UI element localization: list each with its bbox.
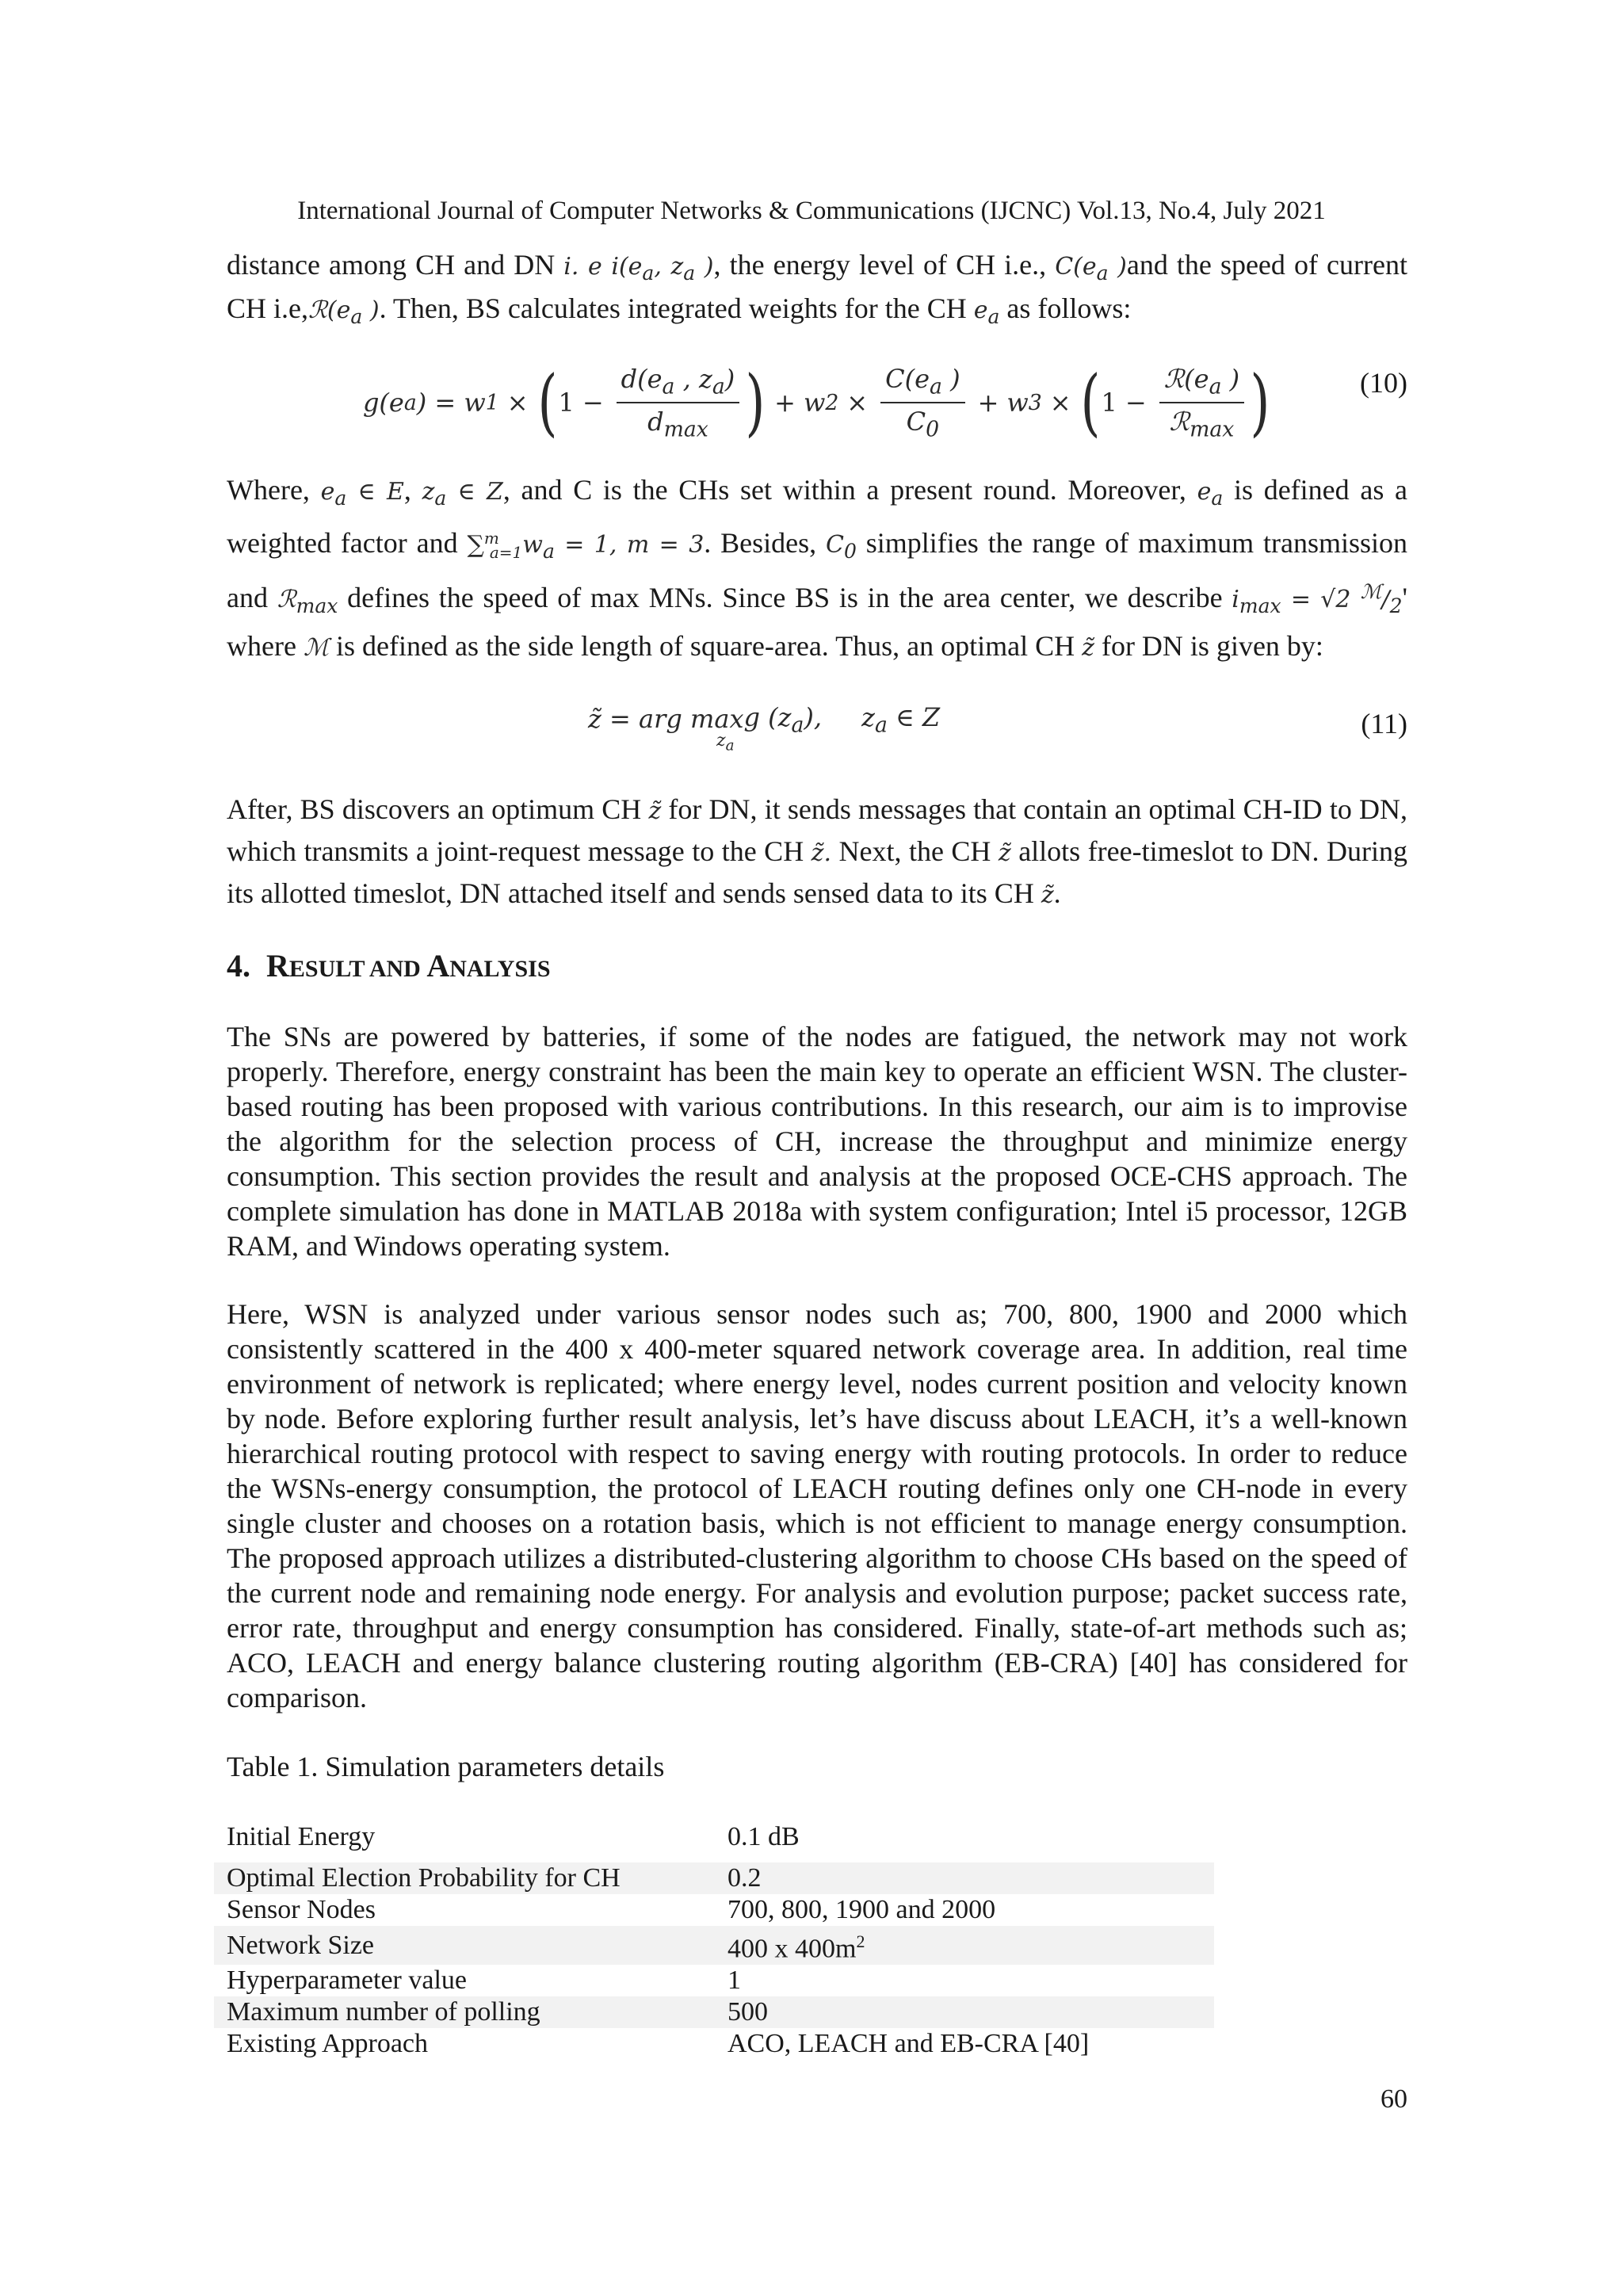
table-cell-value: 400 x $400m^2$ <box>715 1926 1214 1965</box>
table-row <box>214 1996 1214 2028</box>
math-inline: $\sum^m_{a=1}w_a = 1$, m = 3 <box>467 529 705 563</box>
table-row <box>214 1862 1214 1894</box>
fraction: $\frac{C(e_a )}{C_0}$ <box>880 364 964 442</box>
math-inline: $C(e_a$ ) <box>1055 253 1127 285</box>
simulation-parameters-table <box>214 1817 1214 2060</box>
intro-paragraph-block <box>227 247 1407 334</box>
table-cell-value: 0.1 dB <box>727 1822 800 1851</box>
math-inline: $e_a$ ∈ E <box>320 478 404 510</box>
math-inline: z̃ <box>998 839 1011 867</box>
equation-number: (11) <box>1361 708 1407 739</box>
table-row <box>214 1965 1214 1996</box>
table-row <box>214 1817 1214 1858</box>
math-inline: $e_a$ <box>973 296 1000 328</box>
math-inline: $e_a$ <box>1197 478 1224 510</box>
table-cell-param: Sensor Nodes <box>227 1895 376 1924</box>
table-row <box>214 1926 1214 1965</box>
math-inline: z̃ <box>648 797 662 825</box>
body-paragraph-1: The SNs are powered by batteries, if some of the nodes are fatigued, the network may not work properly. Therefore, energy constraint has been the main key to operate an efficient WSN. The cluster-based routing has been proposed with various contributions. In this research, our aim is to improvise the algorithm for the selection process of CH, increase the throughput and minimize energy consumption. This section provides the result and analysis at the proposed OCE-CHS approach. The complete simulation has done in MATLAB 2018a with system configuration; Intel i5 processor, 12GB RAM, and Windows operating system. <box>227 1021 1407 1262</box>
running-header: International Journal of Computer Networks & Communications (IJCNC) Vol.13, No.4, July 2021 <box>297 197 1326 225</box>
table-cell-value: ACO, LEACH and EB-CRA [40] <box>727 2029 1090 2059</box>
math-inline: $z_a$ ∈ Z <box>422 478 503 510</box>
math-inline: $ℛ(e_a$ ) <box>308 296 380 328</box>
table-caption: Table 1. Simulation parameters details <box>227 1751 665 1782</box>
intro-paragraph: distance among CH and DN i. e $i(e_a$, $z_a$ ), the energy level of CH i.e., $C(e_a$ )and the speed of current CH $i.e,ℛ(e_a$ ). Then, BS calculates integrated weights for the CH $e_a$ as follows: <box>227 249 1407 328</box>
page-number: 60 <box>1381 2084 1407 2114</box>
math-inline: $i_{max} = √2$ $^ℳ/_2$ <box>1232 580 1403 617</box>
body-paragraph-2-block <box>227 1297 1407 1715</box>
fraction: $\frac{d(e_a , z_a)}{d_{max}}$ <box>617 364 740 442</box>
equation-10: g(e a ) = w 1 × ( 1 − $\frac{d(e_a , z_a)}{d_{max}}$ ) + w 2 × $\frac{C(e_a )}{C_0}$ + w 3 × ( 1 − $\frac{ℛ(e_a )}{ℛ_{max}}$ ) (10) <box>362 360 1407 445</box>
body-paragraph-1-block <box>227 1019 1407 1263</box>
section-heading: 4. RESULT AND ANALYSIS <box>227 948 551 984</box>
equation-11: z̃ = arg max $z_a$ g $(z_a)$, $z_a$ ∈ Z (11) <box>588 701 1407 755</box>
equation-number: (10) <box>1360 367 1407 399</box>
math-inline: z̃. <box>811 839 832 867</box>
table-cell-param: Initial Energy <box>227 1822 376 1851</box>
where-paragraph: Where, $e_a$ ∈ E, $z_a$ ∈ Z, and C is the CHs set within a present round. Moreover, $e_a$ is defined as a weighted factor and $\sum^m_{a=1}w_a = 1$, m = 3. Besides, $C_0$ simplifies the range of maximum transmission and ℛ$_{max}$ defines the speed of max MNs. Since BS is in the area center, we describe $i_{max} = √2$ $^ℳ/_2'$ where ℳ is defined as the side length of square-area. Thus, an optimal CH z̃ for DN is given by: <box>227 474 1408 662</box>
body-paragraph-2: Here, WSN is analyzed under various sensor nodes such as; 700, 800, 1900 and 2000 which consistently scattered in the 400 x 400-meter squared network coverage area. In addition, real time environment of network is replicated; where energy level, nodes current position and velocity known by node. Before exploring further result analysis, let’s have discuss about LEACH, it’s a well-known hierarchical routing protocol with respect to saving energy with routing protocols. In order to reduce the WSNs-energy consumption, the protocol of LEACH routing defines only one CH-node in every single cluster and chooses on a rotation basis, which is not efficient to manage energy consumption. The proposed approach utilizes a distributed-clustering algorithm to choose CHs based on the speed of the current node and remaining node energy. For analysis and evolution purpose; packet success rate, error rate, throughput and energy consumption has considered. Finally, state-of-art methods such as; ACO, LEACH and energy balance clustering routing algorithm (EB-CRA) [40] has considered for comparison. <box>227 1298 1407 1713</box>
table-cell-param: Existing Approach <box>227 2029 429 2059</box>
math-inline: i. e $i(e_a$, $z_a$ ) <box>563 253 714 285</box>
math-inline: $C_0$ <box>826 531 857 563</box>
table-row <box>214 1894 1214 1926</box>
after-paragraph-block <box>227 789 1407 915</box>
math-inline: z̃ <box>1082 634 1094 662</box>
where-paragraph-block <box>227 470 1407 668</box>
math-inline: z̃ <box>1041 881 1054 909</box>
math-inline: ℳ <box>303 634 330 662</box>
math-inline: ℛ$_{max}$ <box>277 586 338 617</box>
table-cell-value: 700, 800, 1900 and 2000 <box>727 1895 996 1924</box>
table-cell-param: Hyperparameter value <box>227 1966 467 1996</box>
table-row <box>214 2028 1214 2060</box>
table-cell-param: Optimal Election Probability for CH <box>214 1862 715 1894</box>
after-paragraph: After, BS discovers an optimum CH z̃ for DN, it sends messages that contain an optimal CH-ID to DN, which transmits a joint-request message to the CH z̃. Next, the CH z̃ allots free-timeslot to DN. During its allotted timeslot, DN attached itself and sends sensed data to its CH z̃. <box>227 793 1408 909</box>
table-cell-value: 1 <box>727 1966 741 1996</box>
fraction: $\frac{ℛ(e_a )}{ℛ_{max}}$ <box>1159 364 1245 442</box>
table-cell-param: Network Size <box>214 1926 715 1965</box>
table-cell-param: Maximum number of polling <box>214 1996 715 2028</box>
table-cell-value: 0.2 <box>715 1862 1214 1894</box>
table-cell-value: 500 <box>715 1996 1214 2028</box>
